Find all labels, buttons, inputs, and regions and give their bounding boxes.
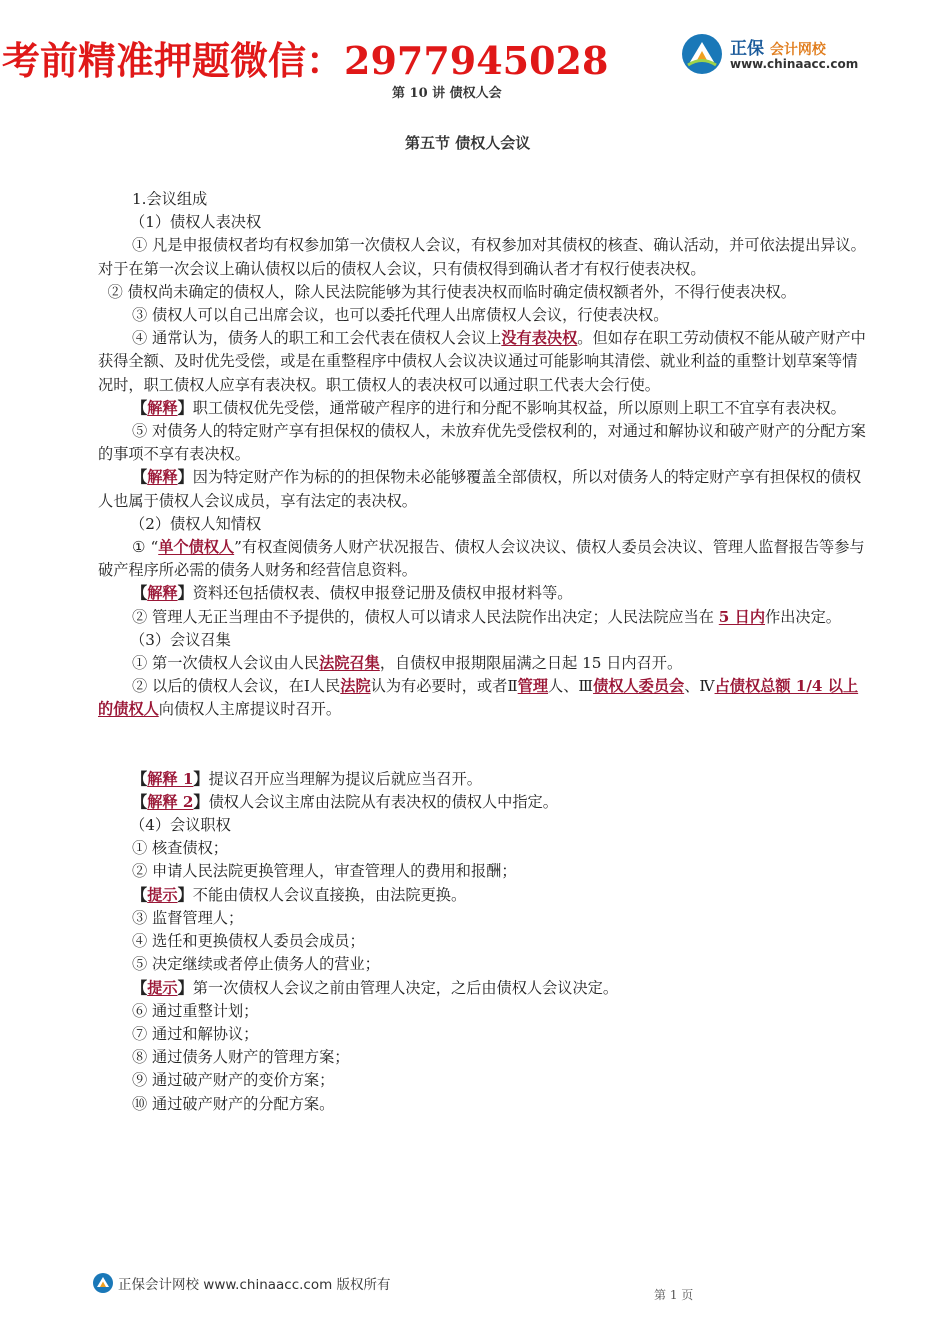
bracket: 【 [132, 978, 148, 997]
bracket: 】 [193, 769, 209, 788]
footer-copyright: 正保会计网校 www.chinaacc.com 版权所有 [118, 1277, 391, 1293]
paragraph [98, 327, 868, 397]
bracket: 】 [177, 885, 193, 904]
text-run: 资料还包括债权表、债权申报登记册及债权申报材料等。 [192, 584, 573, 603]
paragraph: ⑥ 通过重整计划； [132, 1001, 259, 1020]
bracket: 】 [177, 978, 193, 997]
paragraph: 1.会议组成 [132, 190, 208, 208]
footer-logo-icon [92, 1272, 114, 1294]
paragraph: （2）债权人知情权 [130, 514, 262, 533]
text-run: 向债权人主席提议时召开。 [158, 700, 341, 719]
text-run: ① 第一次债权人会议由人民 [132, 654, 320, 673]
paragraph [98, 977, 868, 1000]
footer [92, 1272, 391, 1294]
logo-url: www.chinaacc.com [730, 57, 859, 71]
paragraph: ⑤ 决定继续或者停止债务人的营业； [132, 955, 380, 974]
text-run: 提议召开应当理解为提议后就应当召开。 [208, 769, 482, 788]
paragraph: ⑨ 通过破产财产的变价方案； [132, 1071, 335, 1090]
text-run: ，自债权申报期限届满之日起 15 日内召开。 [379, 654, 683, 673]
text-run: ④ 通常认为，债务人的职工和工会代表在债权人会议上 [132, 329, 502, 348]
bracket: 【 [132, 468, 148, 487]
bracket: 】 [193, 792, 209, 811]
key-term: 债权人委员会 [593, 677, 685, 696]
bracket: 】 [177, 398, 193, 417]
paragraph [98, 606, 868, 629]
bracket: 【 [132, 398, 148, 417]
document-body [98, 188, 868, 1116]
text-run: ① “ [132, 538, 159, 557]
text-run: 债权人会议主席由法院从有表决权的债权人中指定。 [208, 792, 558, 811]
key-term: 解释 [147, 398, 178, 417]
paragraph: ① 核查债权； [132, 839, 228, 858]
bracket: 【 [132, 792, 148, 811]
text-run: 因为特定财产作为标的的担保物未必能够覆盖全部债权，所以对债务人的特定财产享有担保权的债权人也属于债权人会议成员，享有法定的表决权。 [98, 468, 861, 510]
key-term: 单个债权人 [158, 538, 235, 557]
paragraph: （3）会议召集 [130, 630, 231, 649]
bracket: 【 [132, 769, 148, 788]
section-title: 第五节 债权人会议 [405, 134, 531, 152]
lecture-title: 第 10 讲 债权人会 [392, 86, 502, 101]
text-run: 第一次债权人会议之前由管理人决定，之后由债权人会议决定。 [192, 978, 618, 997]
paragraph: ⑦ 通过和解协议； [132, 1024, 259, 1043]
paragraph: ⑧ 通过债务人财产的管理方案； [132, 1048, 350, 1067]
paragraph: ② 债权尚未确定的债权人，除人民法院能够为其行使表决权而临时确定债权额者外，不得行使表决权。 [98, 282, 796, 301]
paragraph: ④ 选任和更换债权人委员会成员； [132, 932, 365, 951]
paragraph: ③ 监督管理人； [132, 908, 244, 927]
paragraph [98, 582, 868, 605]
key-term: 法院召集 [319, 654, 380, 673]
logo-brand: 正保 会计网校 [730, 39, 826, 59]
key-term: 解释 [147, 468, 178, 487]
chinaacc-logo[interactable] [680, 30, 870, 80]
text-run: ② 以后的债权人会议，在Ⅰ人民 [132, 677, 341, 696]
key-term: 5 日内 [718, 607, 766, 626]
text-run: 人、Ⅲ [548, 677, 594, 696]
watermark-banner: 考前精准押题微信：2977945028 [2, 38, 609, 83]
logo-emblem-icon [680, 32, 724, 76]
key-term: 没有表决权 [501, 329, 578, 348]
paragraph: ⑩ 通过破产财产的分配方案。 [132, 1094, 335, 1113]
text-run: 认为有必要时，或者Ⅱ [370, 677, 518, 696]
bracket: 【 [132, 584, 148, 603]
paragraph [98, 536, 868, 582]
paragraph [98, 652, 868, 675]
bracket: 】 [177, 584, 193, 603]
key-term: 管理 [517, 677, 549, 696]
paragraph [98, 466, 868, 512]
text-run: ② 管理人无正当理由不予提供的，债权人可以请求人民法院作出决定；人民法院应当在 [132, 607, 719, 626]
text-run: 作出决定。 [765, 607, 841, 626]
key-term: 占债权总额 1/4 以上的债权人 [98, 677, 859, 719]
paragraph: ① 凡是申报债权者均有权参加第一次债权人会议，有权参加对其债权的核查、确认活动，并可依法提出异议。对于在第一次会议上确认债权以后的债权人会议，只有债权得到确认者才有权行使表决权。 [98, 236, 866, 278]
key-term: 提示 [147, 885, 178, 904]
text-run: 、Ⅳ [684, 677, 715, 696]
bracket: 】 [177, 468, 193, 487]
paragraph [98, 768, 868, 791]
paragraph [98, 397, 868, 420]
text-run: ”有权查阅债务人财产状况报告、债权人会议决议、债权人委员会决议、管理人监督报告等参与破产程序所必需的债务人财务和经营信息资料。 [98, 538, 865, 580]
paragraph [98, 791, 868, 814]
text-run: 不能由债权人会议直接换，由法院更换。 [192, 885, 467, 904]
paragraph [98, 884, 868, 907]
paragraph: ③ 债权人可以自己出席会议，也可以委托代理人出席债权人会议，行使表决权。 [132, 306, 669, 325]
paragraph [98, 675, 868, 721]
key-term: 提示 [147, 978, 178, 997]
paragraph: ② 申请人民法院更换管理人，审查管理人的费用和报酬； [132, 862, 517, 881]
paragraph: ⑤ 对债务人的特定财产享有担保权的债权人，未放弃优先受偿权利的，对通过和解协议和破产财产的分配方案的事项不享有表决权。 [98, 422, 866, 464]
key-term: 解释 [147, 584, 178, 603]
bracket: 【 [132, 885, 148, 904]
key-term: 法院 [340, 677, 371, 696]
page-number: 第 1 页 [654, 1288, 694, 1302]
key-term: 解释 2 [147, 792, 194, 811]
paragraph: （1）债权人表决权 [130, 213, 262, 232]
key-term: 解释 1 [147, 769, 194, 788]
paragraph-gap [98, 722, 868, 768]
text-run: 职工债权优先受偿，通常破产程序的进行和分配不影响其权益，所以原则上职工不宜享有表决权。 [192, 398, 846, 417]
paragraph: （4）会议职权 [130, 816, 231, 835]
text-run: 。但如存在职工劳动债权不能从破产财产中获得全额、及时优先受偿，或是在重整程序中债权人会议决议通过可能影响其清偿、就业利益的重整计划草案等情况时，职工债权人应享有表决权。职工债权人的表决权可以通过职工代表大会行使。 [98, 329, 866, 394]
